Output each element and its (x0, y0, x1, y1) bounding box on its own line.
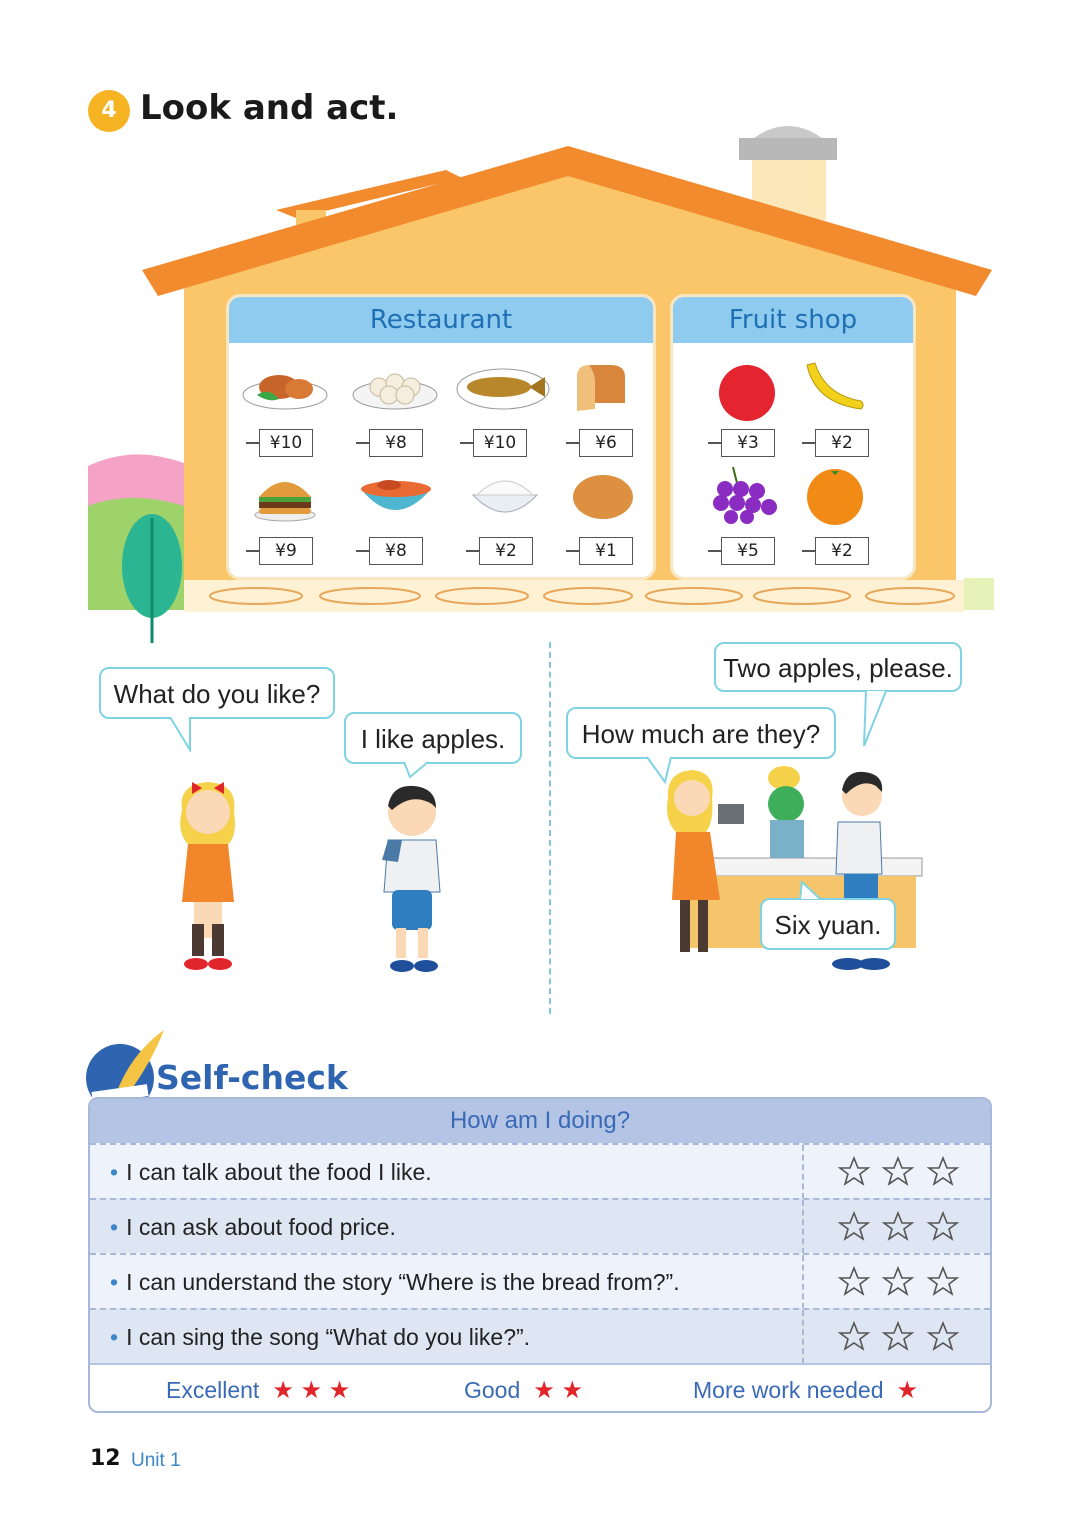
self-check-row (90, 1253, 990, 1309)
red-star-icon: ★ ★ ★ (265, 1377, 351, 1404)
page-title: Look and act. (140, 88, 399, 128)
legend-good (464, 1365, 583, 1413)
menu-item-egg (559, 467, 659, 577)
rating-stars[interactable] (802, 1255, 990, 1309)
bubble-tail (798, 880, 828, 900)
bubble-tail (862, 690, 890, 748)
price-tag: ¥8 (369, 537, 423, 565)
fruit-item-apple (701, 359, 801, 469)
fruit-shop-panel (670, 294, 916, 580)
price-tag: ¥1 (579, 537, 633, 565)
price-tag: ¥6 (579, 429, 633, 457)
rating-stars[interactable] (802, 1200, 990, 1254)
red-star-icon: ★ ★ (526, 1377, 584, 1404)
bubble-tail (402, 761, 432, 779)
self-check-row (90, 1143, 990, 1199)
speech-bubble: What do you like? (99, 667, 335, 719)
legend-label: More work needed (693, 1377, 884, 1403)
girl-illustration (168, 774, 248, 976)
scene-divider (549, 642, 551, 1014)
legend-label: Excellent (166, 1377, 260, 1403)
dumplings-icon (349, 359, 439, 421)
price-tag: ¥10 (473, 429, 527, 457)
price-tag: ¥8 (369, 429, 423, 457)
menu-item-dumplings (349, 359, 449, 469)
menu-item-chicken (239, 359, 339, 469)
price-tag: ¥2 (815, 537, 869, 565)
price-tag: ¥2 (815, 429, 869, 457)
speech-bubble: Six yuan. (760, 898, 896, 950)
self-check-title: Self-check (156, 1058, 348, 1097)
grapes-icon (701, 467, 781, 529)
egg-icon (559, 467, 649, 529)
restaurant-panel (226, 294, 656, 580)
fruit-item-grapes (701, 467, 801, 577)
self-check-heading: How am I doing? (90, 1099, 990, 1143)
price-tag: ¥5 (721, 537, 775, 565)
self-check-statement: • I can talk about the food I like. (110, 1145, 432, 1199)
price-tag: ¥3 (721, 429, 775, 457)
self-check-row (90, 1308, 990, 1364)
fruit-item-banana (795, 359, 895, 469)
price-tag: ¥2 (479, 537, 533, 565)
banana-icon (795, 359, 875, 421)
speech-bubble: Two apples, please. (714, 642, 962, 692)
boy-illustration (368, 782, 452, 978)
menu-item-rice (459, 467, 559, 577)
menu-item-hamburger (239, 467, 339, 577)
menu-item-fish (453, 359, 553, 469)
red-star-icon: ★ (889, 1377, 919, 1404)
chicken-icon (239, 359, 329, 421)
self-check-statement: • I can understand the story “Where is the bread from?”. (110, 1255, 680, 1309)
bubble-tail (168, 716, 198, 752)
rating-legend (90, 1363, 990, 1413)
menu-item-bread (559, 359, 659, 469)
apple-icon (701, 359, 781, 421)
self-check-table (88, 1097, 992, 1413)
restaurant-title: Restaurant (229, 297, 653, 343)
unit-label: Unit 1 (131, 1450, 181, 1471)
rating-stars[interactable] (802, 1310, 990, 1364)
hamburger-icon (239, 467, 329, 529)
noodles-icon (349, 467, 439, 529)
speech-bubble: I like apples. (344, 712, 522, 764)
rice-icon (459, 467, 549, 529)
legend-excellent (166, 1365, 350, 1413)
menu-item-noodles (349, 467, 449, 577)
price-tag: ¥10 (259, 429, 313, 457)
speech-bubble: How much are they? (566, 707, 836, 759)
self-check-statement: • I can ask about food price. (110, 1200, 396, 1254)
self-check-statement: • I can sing the song “What do you like?”. (110, 1310, 530, 1364)
price-tag: ¥9 (259, 537, 313, 565)
fish-icon (453, 359, 553, 421)
activity-number-badge: 4 (88, 90, 130, 132)
fruit-shop-title: Fruit shop (673, 297, 913, 343)
self-check-row (90, 1198, 990, 1254)
legend-label: Good (464, 1377, 521, 1403)
rating-stars[interactable] (802, 1145, 990, 1199)
orange-icon (795, 467, 875, 529)
page-number: 12 (90, 1446, 121, 1471)
bread-icon (559, 359, 649, 421)
legend-more-work (693, 1365, 918, 1413)
fruit-item-orange (795, 467, 895, 577)
